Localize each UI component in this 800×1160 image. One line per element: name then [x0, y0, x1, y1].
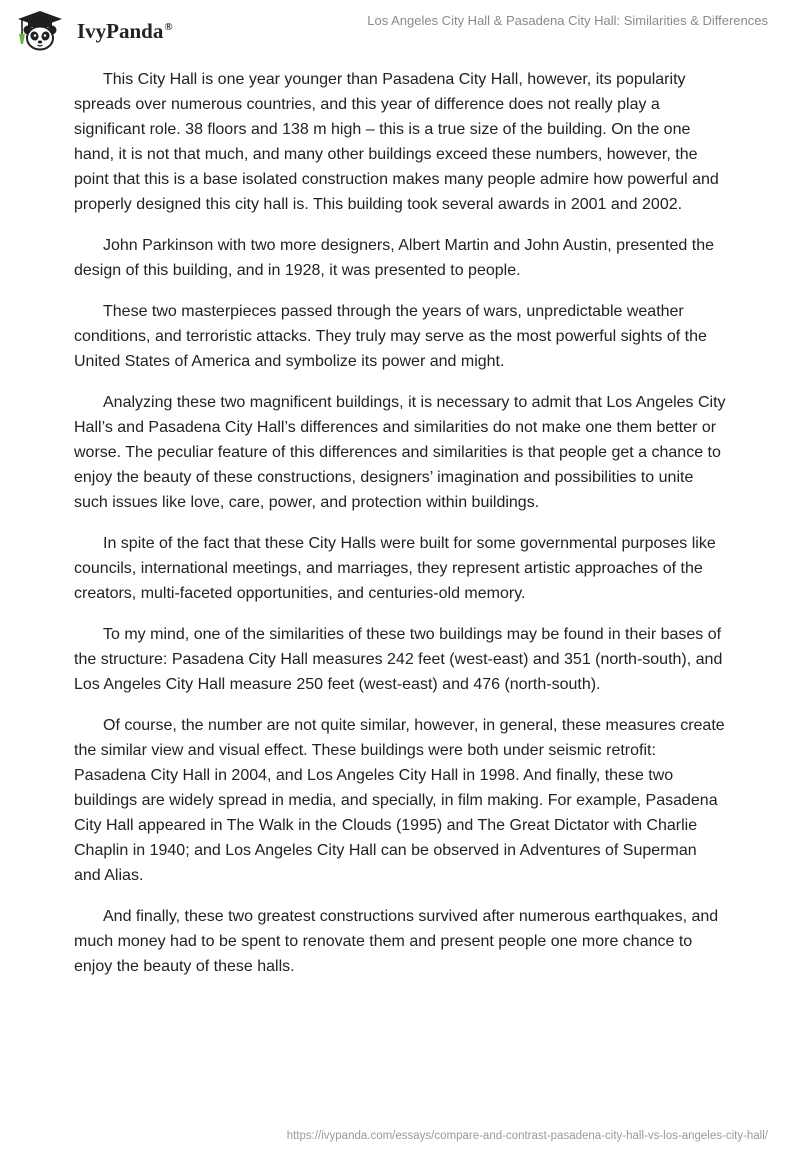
- paragraph: Analyzing these two magnificent buildings, it is necessary to admit that Los Angeles City Hall’s and Pasadena City Hall’s differences and similarities do not make one them better or worse. The peculiar feature of this differences and similarities is that people get a chance to enjoy the beauty of these constructions, designers’ imagination and possibilities to unite such issues like love, care, power, and protection within buildings.: [74, 394, 726, 511]
- source-url-link[interactable]: https://ivypanda.com/essays/compare-and-contrast-pasadena-city-hall-vs-los-angeles-city-hall/: [286, 1130, 768, 1142]
- document-title: Los Angeles City Hall & Pasadena City Hall: Similarities & Differences: [367, 13, 768, 28]
- registered-mark: ®: [164, 21, 173, 33]
- paragraph: And finally, these two greatest constructions survived after numerous earthquakes, and much money had to be spent to renovate them and present people one more chance to enjoy the beauty of these halls.: [74, 908, 719, 975]
- paragraph: To my mind, one of the similarities of these two buildings may be found in their bases of the structure: Pasadena City Hall measures 242 feet (west-east) and 351 (north-south), and Los Angeles City Hall measure 250 feet (west-east) and 476 (north-south).: [74, 626, 723, 693]
- paragraph: In spite of the fact that these City Halls were built for some governmental purposes like councils, international meetings, and marriages, they represent artistic approaches of the creators, multi-faceted opportunities, and centuries-old memory.: [74, 535, 716, 602]
- ivypanda-logo[interactable]: [14, 10, 199, 52]
- paragraph: John Parkinson with two more designers, Albert Martin and John Austin, presented the design of this building, and in 1928, it was presented to people.: [74, 237, 715, 279]
- page-header: [0, 0, 800, 60]
- panda-graduate-icon: [14, 10, 66, 52]
- essay-body: [74, 67, 726, 995]
- brand-name: IvyPanda®: [77, 19, 173, 43]
- paragraph: These two masterpieces passed through the years of wars, unpredictable weather conditions, and terroristic attacks. They truly may serve as the most powerful sights of the United States of America and symbolize its power and might.: [74, 303, 707, 370]
- paragraph: This City Hall is one year younger than Pasadena City Hall, however, its popularity spreads over numerous countries, and this year of difference does not really play a significant role. 38 floors and 138 m high – this is a true size of the building. On the one hand, it is not that much, and many other buildings exceed these numbers, however, the point that this is a base isolated construction makes many people admire how powerful and properly designed this city hall is. This building took several awards in 2001 and 2002.: [74, 71, 719, 213]
- paragraph: Of course, the number are not quite similar, however, in general, these measures create the similar view and visual effect. These buildings were both under seismic retrofit: Pasadena City Hall in 2004, and Los Angeles City Hall in 1998. And finally, these two buildings are widely spread in media, and specially, in film making. For example, Pasadena City Hall appeared in The Walk in the Clouds (1995) and The Great Dictator with Charlie Chaplin in 1940; and Los Angeles City Hall can be observed in Adventures of Superman and Alias.: [74, 717, 725, 884]
